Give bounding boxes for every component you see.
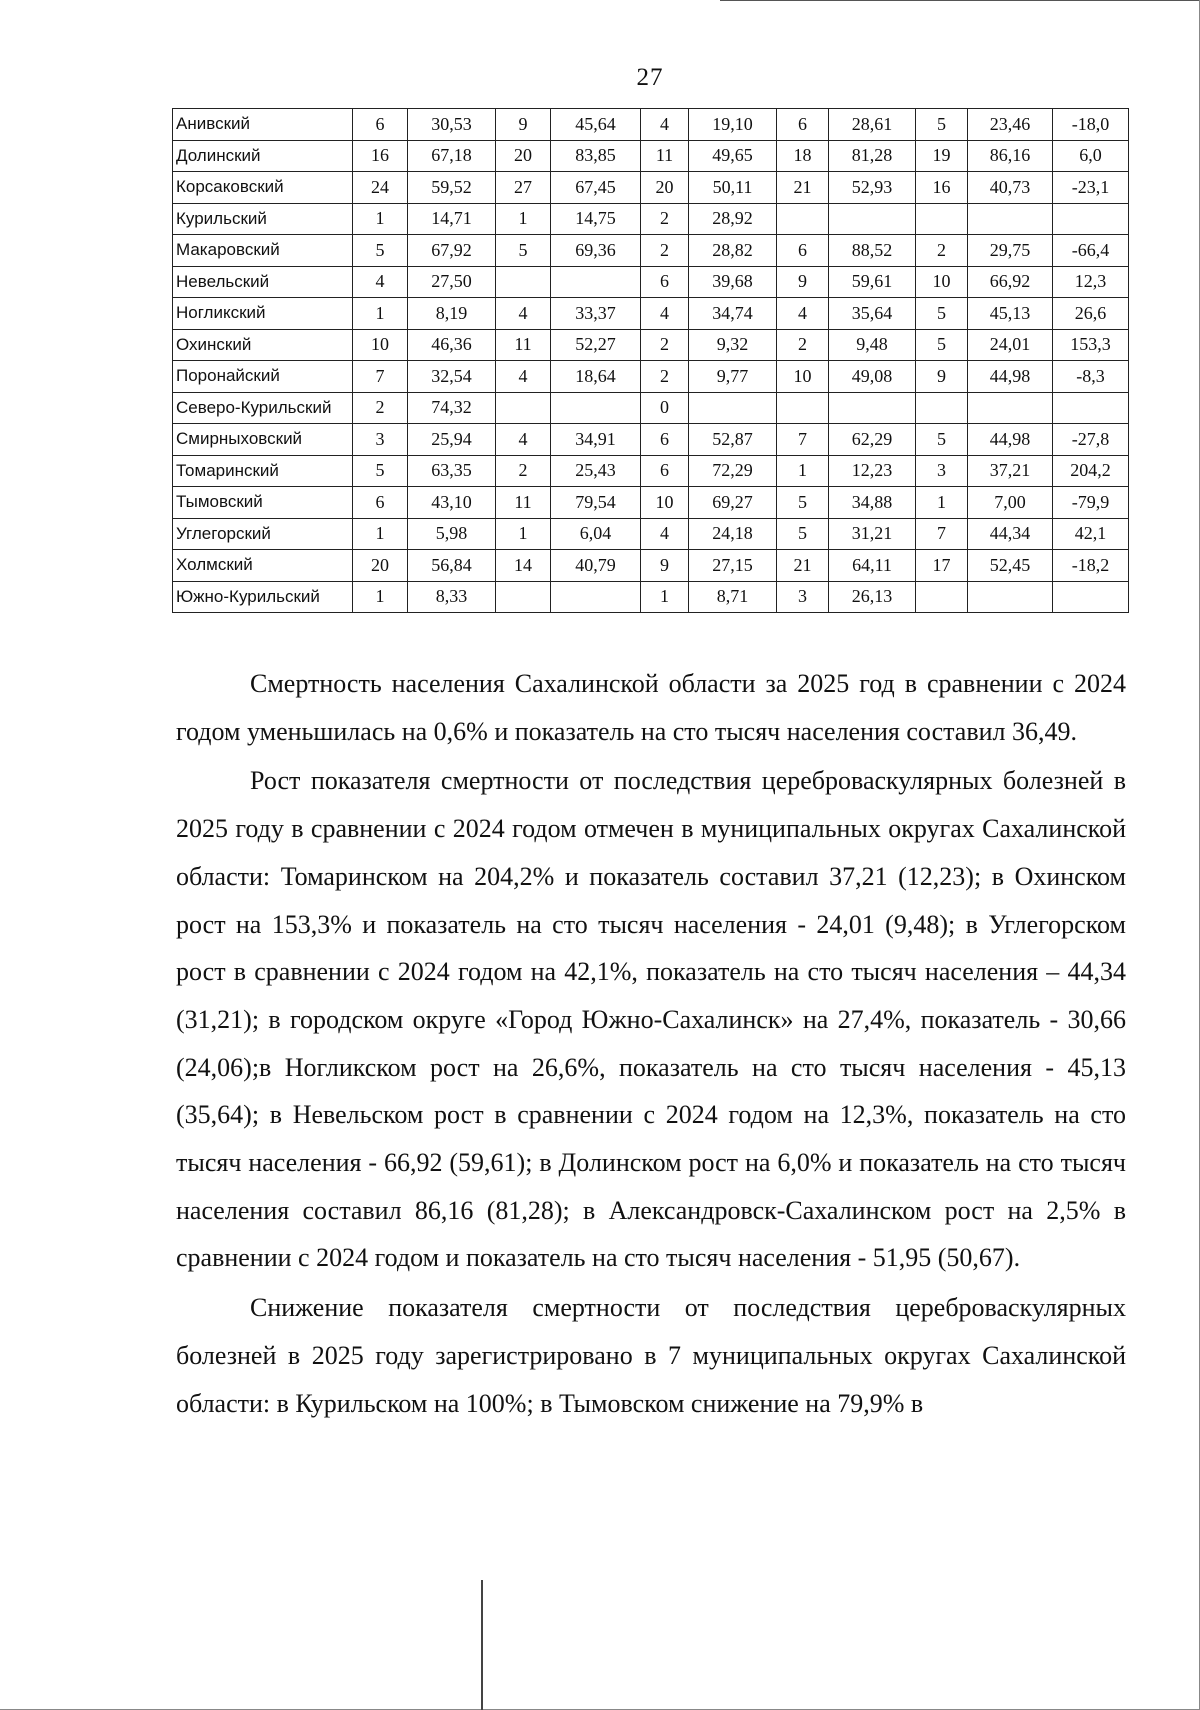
table-cell: 14,71 [408,203,496,235]
table-cell: 6,0 [1053,140,1129,172]
table-cell: 25,94 [408,424,496,456]
table-cell: 1 [353,203,408,235]
table-cell: 6 [641,266,689,298]
table-cell: 8,33 [408,581,496,613]
table-cell: 5 [353,235,408,267]
table-cell: 1 [353,518,408,550]
table-cell: 44,98 [968,424,1053,456]
table-cell: 5 [777,487,829,519]
table-cell: 9 [641,550,689,582]
table-cell: 64,11 [829,550,916,582]
table-cell: 7 [777,424,829,456]
table-cell: 17 [916,550,968,582]
table-cell: 3 [353,424,408,456]
table-cell: 1 [777,455,829,487]
table-cell: 4 [496,424,551,456]
table-cell: 5 [916,298,968,330]
table-body [173,109,1129,613]
table-cell: 26,6 [1053,298,1129,330]
table-cell: 49,08 [829,361,916,393]
table-cell [551,266,641,298]
district-name-cell: Долинский [173,140,353,172]
district-name-cell: Томаринский [173,455,353,487]
table-cell: 4 [777,298,829,330]
table-cell [916,581,968,613]
table-row [173,487,1129,519]
table-cell [916,203,968,235]
district-name-cell: Невельский [173,266,353,298]
table-cell: 4 [496,298,551,330]
table-cell: 52,27 [551,329,641,361]
table-row [173,581,1129,613]
table-cell: 19,10 [689,109,777,141]
table-cell: 79,54 [551,487,641,519]
table-cell: 33,37 [551,298,641,330]
table-cell: 35,64 [829,298,916,330]
table-cell: 52,45 [968,550,1053,582]
table-row [173,266,1129,298]
table-cell: 9 [777,266,829,298]
table-cell: 62,29 [829,424,916,456]
table-cell: 9 [916,361,968,393]
table-cell: 69,27 [689,487,777,519]
table-cell: 39,68 [689,266,777,298]
table-cell: 24,18 [689,518,777,550]
district-name-cell: Курильский [173,203,353,235]
table-cell: 16 [353,140,408,172]
table-cell [1053,203,1129,235]
page-number: 27 [636,64,664,91]
table-cell: 4 [496,361,551,393]
table-cell: 8,19 [408,298,496,330]
table-cell: 8,71 [689,581,777,613]
table-cell: -27,8 [1053,424,1129,456]
table-cell: 4 [353,266,408,298]
table-cell [1053,581,1129,613]
table-cell [689,392,777,424]
table-row [173,329,1129,361]
district-name-cell: Углегорский [173,518,353,550]
table-cell: 34,74 [689,298,777,330]
table-cell: -18,0 [1053,109,1129,141]
table-cell: 18,64 [551,361,641,393]
table-cell: 88,52 [829,235,916,267]
table-cell: 27,15 [689,550,777,582]
district-name-cell: Холмский [173,550,353,582]
table-cell: 6,04 [551,518,641,550]
table-cell: 24,01 [968,329,1053,361]
table-cell: 5 [916,109,968,141]
table-cell: 14 [496,550,551,582]
table-row [173,235,1129,267]
table-cell: 43,10 [408,487,496,519]
table-cell [968,392,1053,424]
paragraph-mortality-decline: Снижение показателя смертности от последствия цереброваскулярных болезней в 2025 году зарегистрировано в 7 муниципальных округах Сахалинской области: в Курильском на 100%; в Тымовском снижение на 79,9% в [176,1293,1126,1418]
table-cell: 34,91 [551,424,641,456]
district-name-cell: Поронайский [173,361,353,393]
table-row [173,361,1129,393]
table-cell: 6 [353,487,408,519]
table-cell [916,392,968,424]
table-cell: 21 [777,550,829,582]
district-name-cell: Анивский [173,109,353,141]
table-cell: 26,13 [829,581,916,613]
district-name-cell: Охинский [173,329,353,361]
table-cell: 31,21 [829,518,916,550]
table-cell: 9,32 [689,329,777,361]
table-cell: 1 [916,487,968,519]
district-name-cell: Северо-Курильский [173,392,353,424]
table-cell: 34,88 [829,487,916,519]
table-cell: 2 [353,392,408,424]
table-cell: 27 [496,172,551,204]
district-name-cell: Ногликский [173,298,353,330]
district-name-cell: Южно-Курильский [173,581,353,613]
table-cell [968,581,1053,613]
table-cell: 45,13 [968,298,1053,330]
table-cell: 5 [916,329,968,361]
table-cell: 4 [641,109,689,141]
table-cell: 29,75 [968,235,1053,267]
table-cell: 11 [496,487,551,519]
table-cell: 0 [641,392,689,424]
table-cell: 6 [777,235,829,267]
table-cell: -66,4 [1053,235,1129,267]
table-cell: 2 [641,361,689,393]
table-cell: 56,84 [408,550,496,582]
table-row [173,203,1129,235]
paragraph-mortality-summary: Смертность населения Сахалинской области за 2025 год в сравнении с 2024 годом уменьшилась на 0,6% и показатель на сто тысяч населения составил 36,49. [176,669,1126,746]
table-cell: 11 [641,140,689,172]
table-cell [777,203,829,235]
table-cell: 28,82 [689,235,777,267]
table-cell: 63,35 [408,455,496,487]
table-row [173,298,1129,330]
table-cell: 25,43 [551,455,641,487]
table-cell: 42,1 [1053,518,1129,550]
table-row [173,109,1129,141]
table-cell: 86,16 [968,140,1053,172]
table-cell: 28,92 [689,203,777,235]
table-cell: 12,23 [829,455,916,487]
table-cell: 40,79 [551,550,641,582]
table-cell: 2 [496,455,551,487]
scan-top-edge-line [720,0,1200,1]
table-cell: 1 [641,581,689,613]
table-cell: 28,61 [829,109,916,141]
table-cell: 10 [916,266,968,298]
table-cell: 9 [496,109,551,141]
district-name-cell: Макаровский [173,235,353,267]
table-cell: 2 [777,329,829,361]
table-cell: 1 [496,518,551,550]
table-cell [496,392,551,424]
table-cell [496,266,551,298]
table-cell: 37,21 [968,455,1053,487]
table-cell: 16 [916,172,968,204]
table-cell: 18 [777,140,829,172]
table-cell: 52,93 [829,172,916,204]
table-cell: 5 [777,518,829,550]
table-cell: 12,3 [1053,266,1129,298]
table-cell: 6 [353,109,408,141]
table-cell: 153,3 [1053,329,1129,361]
district-name-cell: Смирныховский [173,424,353,456]
table-cell [829,203,916,235]
table-row [173,140,1129,172]
table-cell: 6 [641,424,689,456]
table-cell: 81,28 [829,140,916,172]
table-cell: 5 [916,424,968,456]
table-cell: 2 [641,203,689,235]
table-cell: 21 [777,172,829,204]
table-cell: 27,50 [408,266,496,298]
table-cell: 2 [641,329,689,361]
table-cell: 44,98 [968,361,1053,393]
table-cell [829,392,916,424]
table-cell [968,203,1053,235]
table-cell: 14,75 [551,203,641,235]
table-cell: 6 [777,109,829,141]
table-cell: 11 [496,329,551,361]
table-cell: 9,77 [689,361,777,393]
table-cell: 1 [353,298,408,330]
table-row [173,424,1129,456]
table-cell: 24 [353,172,408,204]
table-cell: -18,2 [1053,550,1129,582]
table-cell: 1 [496,203,551,235]
table-cell: 5 [353,455,408,487]
table-cell: 66,92 [968,266,1053,298]
table-cell: -79,9 [1053,487,1129,519]
table-cell: 67,45 [551,172,641,204]
table-cell: 5 [496,235,551,267]
table-cell: 59,61 [829,266,916,298]
table-cell: -23,1 [1053,172,1129,204]
table-cell: 10 [777,361,829,393]
table-cell: 83,85 [551,140,641,172]
paragraph-mortality-growth: Рост показателя смертности от последствия цереброваскулярных болезней в 2025 году в сравнении с 2024 годом отмечен в муниципальных округах Сахалинской области: Томаринском на 204,2% и показатель составил 37,21 (12,23); в Охинском рост на 153,3% и показатель на сто тысяч населения - 24,01 (9,48); в Углегорском рост в сравнении с 2024 годом на 42,1%, показатель на сто тысяч населения – 44,34 (31,21); в городском округе «Город Южно-Сахалинск» на 27,4%, показатель - 30,66 (24,06);в Ногликском рост на 26,6%, показатель на сто тысяч населения - 45,13 (35,64); в Невельском рост в сравнении с 2024 годом на 12,3%, показатель на сто тысяч населения - 66,92 (59,61); в Долинском рост на 6,0% и показатель на сто тысяч населения составил 86,16 (81,28); в Александровск-Сахалинском рост на 2,5% в сравнении с 2024 годом и показатель на сто тысяч населения - 51,95 (50,67). [176,766,1126,1273]
table-cell: 67,92 [408,235,496,267]
table-cell: 4 [641,298,689,330]
table-cell: 67,18 [408,140,496,172]
table-cell: 10 [353,329,408,361]
table-cell: 7 [916,518,968,550]
body-text [176,660,1126,1429]
table-cell: 2 [641,235,689,267]
table-cell: 49,65 [689,140,777,172]
table-cell: 2 [916,235,968,267]
table-row [173,172,1129,204]
table-cell [1053,392,1129,424]
table-cell: 4 [641,518,689,550]
table-cell: 59,52 [408,172,496,204]
table-cell: 7,00 [968,487,1053,519]
table-cell: 69,36 [551,235,641,267]
table-cell: 45,64 [551,109,641,141]
district-name-cell: Корсаковский [173,172,353,204]
table-cell: 3 [916,455,968,487]
table-cell: 204,2 [1053,455,1129,487]
table-cell: 10 [641,487,689,519]
table-cell: -8,3 [1053,361,1129,393]
table-cell: 20 [496,140,551,172]
table-cell: 40,73 [968,172,1053,204]
table-cell: 74,32 [408,392,496,424]
table-cell: 7 [353,361,408,393]
table-cell: 9,48 [829,329,916,361]
table-cell: 50,11 [689,172,777,204]
table-cell: 32,54 [408,361,496,393]
table-row [173,550,1129,582]
table-cell: 5,98 [408,518,496,550]
table-row [173,392,1129,424]
table-cell [777,392,829,424]
table-cell: 44,34 [968,518,1053,550]
table-cell: 1 [353,581,408,613]
table-cell: 30,53 [408,109,496,141]
table-cell: 6 [641,455,689,487]
table-cell: 23,46 [968,109,1053,141]
table-cell: 3 [777,581,829,613]
district-name-cell: Тымовский [173,487,353,519]
binding-margin-line [481,1580,483,1710]
table-row [173,518,1129,550]
table-cell: 20 [641,172,689,204]
table-cell: 72,29 [689,455,777,487]
table-cell: 20 [353,550,408,582]
table-cell: 19 [916,140,968,172]
table-cell: 46,36 [408,329,496,361]
table-cell [551,581,641,613]
mortality-by-district-table [172,108,1129,613]
table-cell [496,581,551,613]
table-row [173,455,1129,487]
table-cell: 52,87 [689,424,777,456]
table-cell [551,392,641,424]
